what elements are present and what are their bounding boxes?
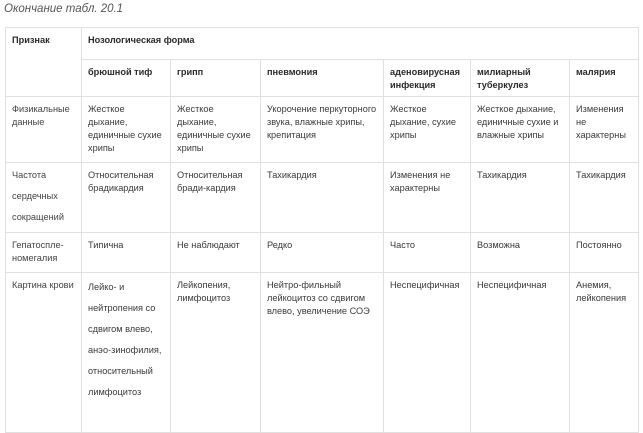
table-cell: Лейко- и нейтропения со сдвигом влево, анэо-зинофилия, относительный лимфоцитоз [82,273,171,433]
table-cell: Тахикардия [570,163,639,233]
table-cell: Относительная брадикардия [82,163,171,233]
subheader-row [6,60,639,97]
table-cell: Жесткое дыхание, единичные сухие хрипы [82,97,171,163]
table-cell: Редко [261,233,384,273]
column-header-form: милиарный туберкулез [471,60,570,97]
column-header-form: грипп [171,60,261,97]
table-row [6,163,639,233]
row-label: Частота сердечных сокращений [6,163,82,233]
table-cell: Анемия, лейкопения [570,273,639,433]
row-label: Картина крови [6,273,82,433]
table-cell: Жесткое дыхание, сухие хрипы [384,97,471,163]
table-cell: Изменения не характерны [570,97,639,163]
table-row [6,233,639,273]
header-row [6,28,639,60]
table-cell: Жесткое дыхание, единичные сухие хрипы [171,97,261,163]
table-row [6,97,639,163]
comparison-table [5,27,639,433]
table-row [6,273,639,433]
table-cell: Постоянно [570,233,639,273]
column-header-form: аденовирусная инфекция [384,60,471,97]
column-header-form: пневмония [261,60,384,97]
column-header-feature: Признак [6,28,82,97]
column-group-header: Нозологическая форма [82,28,639,60]
column-header-form: малярия [570,60,639,97]
table-cell: Относительная бради-кардия [171,163,261,233]
table-cell: Неспецифичная [471,273,570,433]
column-header-form: брюшной тиф [82,60,171,97]
table-cell: Лейкопения, лимфоцитоз [171,273,261,433]
table-cell: Укорочение перкуторного звука, влажные хрипы, крепитация [261,97,384,163]
table-cell: Изменения не характерны [384,163,471,233]
row-label: Физикальные данные [6,97,82,163]
table-cell: Типична [82,233,171,273]
table-cell: Жесткое дыхание, единичные сухие и влажные хрипы [471,97,570,163]
table-cell: Тахикардия [261,163,384,233]
table-cell: Тахикардия [471,163,570,233]
table-cell: Неспецифичная [384,273,471,433]
table-cell: Нейтро-фильный лейкоцитоз со сдвигом влево, увеличение СОЭ [261,273,384,433]
table-cell: Часто [384,233,471,273]
table-cell: Не наблюдают [171,233,261,273]
table-cell: Возможна [471,233,570,273]
table-caption: Окончание табл. 20.1 [4,3,124,15]
row-label: Гепатоспле-номегалия [6,233,82,273]
